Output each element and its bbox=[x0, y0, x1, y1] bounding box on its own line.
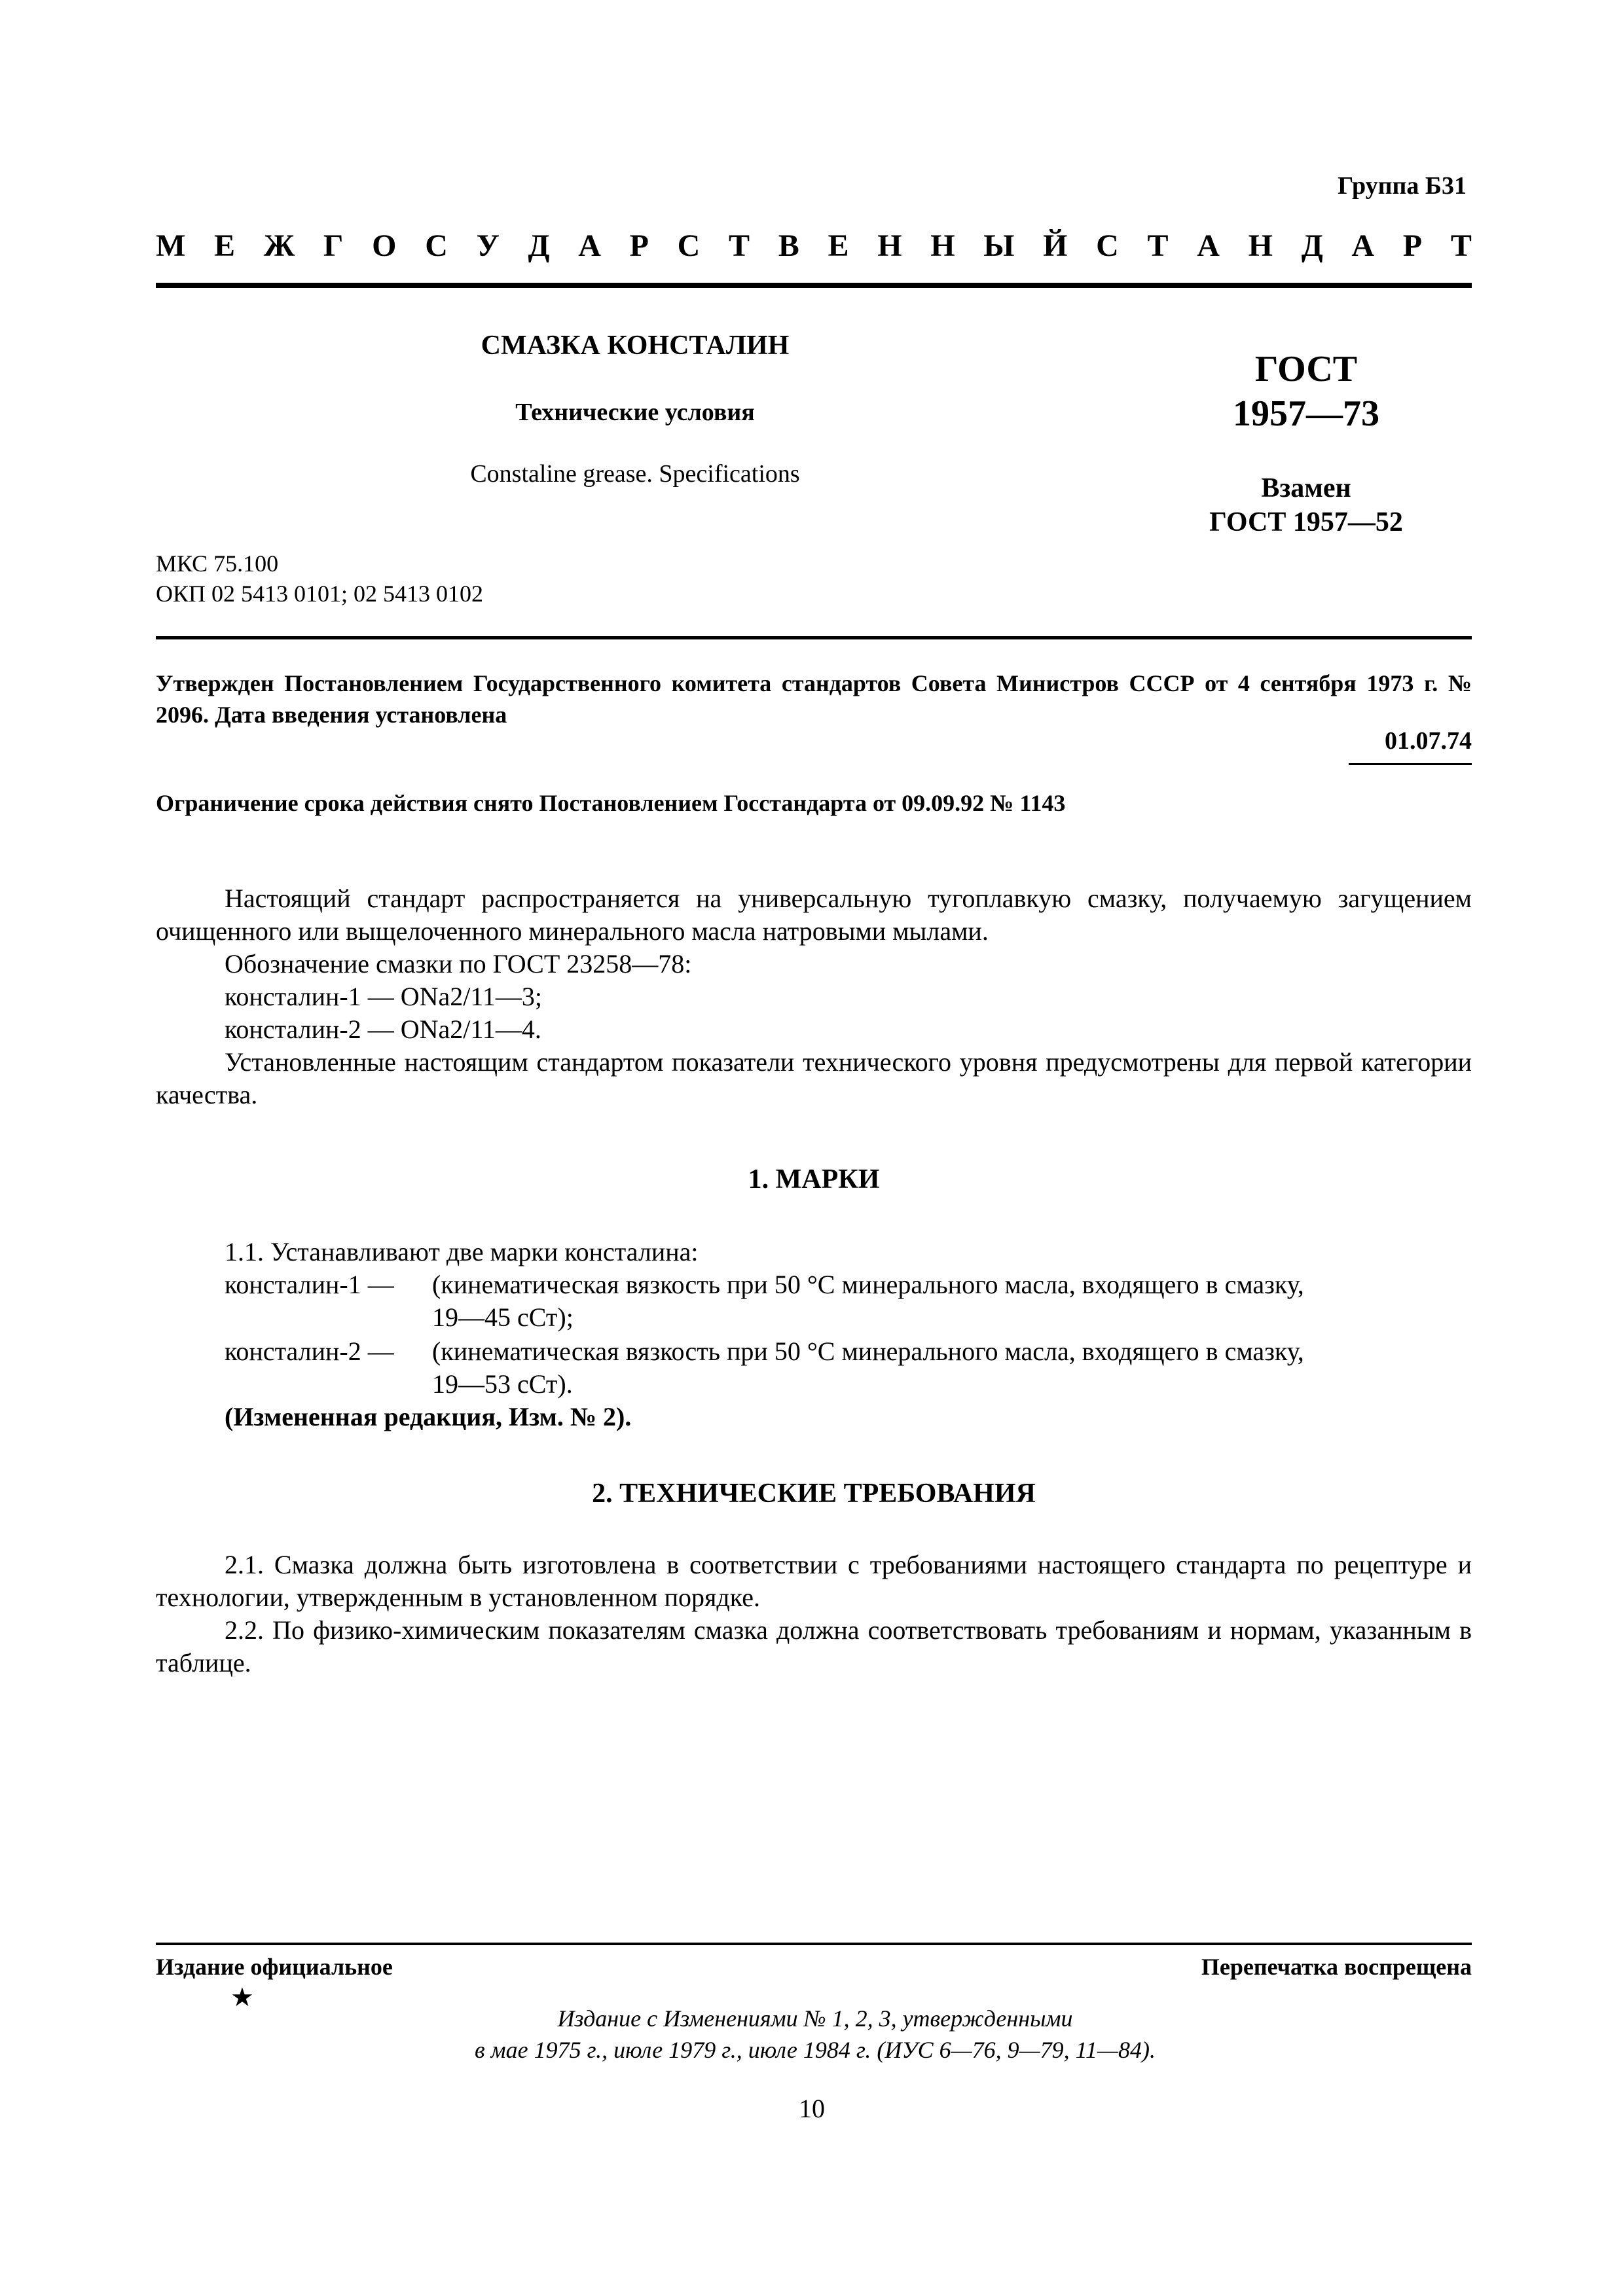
section-1-heading: 1. МАРКИ bbox=[748, 1164, 880, 1194]
banner-letter: Д bbox=[1301, 228, 1323, 263]
page-number: 10 bbox=[799, 2094, 825, 2123]
banner-letter: Р bbox=[629, 228, 649, 263]
banner-letter: Е bbox=[828, 228, 849, 263]
interstate-standard-banner bbox=[156, 228, 1472, 264]
intro-paragraph-1: Настоящий стандарт распространяется на универсальную тугоплавкую смазку, получаемую загущением очищенного или выщелоченного минерального масла натровыми мылами. bbox=[156, 884, 1472, 946]
banner-letter: Р bbox=[1402, 228, 1423, 263]
section-1-paragraph-1: 1.1. Устанавливают две марки консталина: bbox=[225, 1237, 699, 1266]
gost-label: ГОСТ bbox=[1254, 349, 1358, 389]
replaces-label: Взамен bbox=[1261, 473, 1351, 503]
banner-letter: М bbox=[156, 228, 186, 263]
group-code: Группа Б31 bbox=[1338, 172, 1467, 200]
banner-letter: А bbox=[1197, 228, 1220, 263]
intro-paragraph-2: Обозначение смазки по ГОСТ 23258—78: bbox=[225, 949, 692, 978]
grade-2-name: консталин-2 — bbox=[225, 1336, 394, 1366]
reprint-prohibited-label: Перепечатка воспрещена bbox=[1201, 1954, 1472, 1980]
grade-1-description: (кинематическая вязкость при 50 °С минерального масла, входящего в смазку, bbox=[432, 1270, 1304, 1299]
official-edition-label: Издание официальное bbox=[156, 1954, 393, 1980]
replaces-block bbox=[1172, 471, 1440, 539]
grade-1-viscosity: 19—45 сСт); bbox=[432, 1302, 574, 1332]
mks-code: МКС 75.100 bbox=[156, 550, 279, 577]
okp-code: ОКП 02 5413 0101; 02 5413 0102 bbox=[156, 581, 484, 607]
revision-note: (Измененная редакция, Изм. № 2). bbox=[225, 1402, 632, 1431]
section-2-heading: 2. ТЕХНИЧЕСКИЕ ТРЕБОВАНИЯ bbox=[592, 1479, 1036, 1509]
introduction-date: 01.07.74 bbox=[1385, 727, 1472, 755]
edition-note-line-1: Издание с Изменениями № 1, 2, 3, утвержденными bbox=[557, 2005, 1073, 2032]
banner-letter: А bbox=[578, 228, 601, 263]
classification-codes bbox=[156, 548, 483, 609]
banner-letter: В bbox=[778, 228, 799, 263]
banner-letter: Д bbox=[528, 228, 550, 263]
banner-letter: О bbox=[372, 228, 397, 263]
edition-note-line-2: в мае 1975 г., июле 1979 г., июле 1984 г. (ИУС 6—76, 9—79, 11—84). bbox=[475, 2037, 1156, 2063]
banner-letter: С bbox=[677, 228, 701, 263]
banner-letter: С bbox=[425, 228, 448, 263]
banner-letter: Н bbox=[877, 228, 902, 263]
replaces-number: ГОСТ 1957—52 bbox=[1209, 507, 1403, 537]
english-title: Constaline grease. Specifications bbox=[470, 460, 800, 488]
grade-1-name: консталин-1 — bbox=[225, 1270, 394, 1299]
banner-letter: Е bbox=[214, 228, 236, 263]
banner-letter: Й bbox=[1043, 228, 1068, 263]
banner-letter: Ж bbox=[263, 228, 295, 263]
gost-number: 1957—73 bbox=[1233, 393, 1379, 434]
introduction-date-underline bbox=[1349, 763, 1472, 765]
banner-letter: С bbox=[1096, 228, 1119, 263]
header-rule bbox=[156, 283, 1472, 288]
banner-letter: Т bbox=[729, 228, 750, 263]
banner-letter: Н bbox=[1248, 228, 1273, 263]
gost-designation bbox=[1198, 347, 1414, 436]
intro-paragraph-5: Установленные настоящим стандартом показатели технического уровня предусмотрены для первой категории качества. bbox=[156, 1047, 1472, 1109]
section-2-paragraph-2: 2.2. По физико-химическим показателям смазка должна соответствовать требованиям и нормам, указанным в таблице. bbox=[156, 1615, 1472, 1677]
intro-paragraph-4: консталин-2 — ONa2/11—4. bbox=[225, 1014, 541, 1044]
grade-2-description: (кинематическая вязкость при 50 °С минерального масла, входящего в смазку, bbox=[432, 1336, 1304, 1366]
star-icon: ★ bbox=[230, 1982, 254, 2012]
banner-letter: А bbox=[1351, 228, 1375, 263]
banner-letter: У bbox=[476, 228, 500, 263]
banner-letter: Т bbox=[1450, 228, 1472, 263]
banner-letter: Н bbox=[930, 228, 955, 263]
intro-paragraph-3: консталин-1 — ONa2/11—3; bbox=[225, 982, 542, 1011]
banner-letter: Г bbox=[323, 228, 344, 263]
banner-letter: Т bbox=[1147, 228, 1169, 263]
document-subtitle: Технические условия bbox=[515, 399, 755, 426]
title-rule bbox=[156, 636, 1472, 639]
grade-2-viscosity: 19—53 сСт). bbox=[432, 1369, 573, 1399]
footer-rule bbox=[156, 1943, 1472, 1945]
document-title: СМАЗКА КОНСТАЛИН bbox=[481, 331, 790, 361]
edition-note bbox=[327, 2003, 1303, 2066]
validity-limit-text: Ограничение срока действия снято Постановлением Госстандарта от 09.09.92 № 1143 bbox=[156, 790, 1066, 816]
section-2-paragraph-1: 2.1. Смазка должна быть изготовлена в соответствии с требованиями настоящего стандарта по рецептуре и технологии, утвержденным в установленном порядке. bbox=[156, 1550, 1472, 1612]
approval-text: Утвержден Постановлением Государственного комитета стандартов Совета Министров СССР от 4 сентября 1973 г. № 2096. Дата введения установлена bbox=[156, 670, 1472, 728]
banner-letter: Ы bbox=[983, 228, 1015, 263]
